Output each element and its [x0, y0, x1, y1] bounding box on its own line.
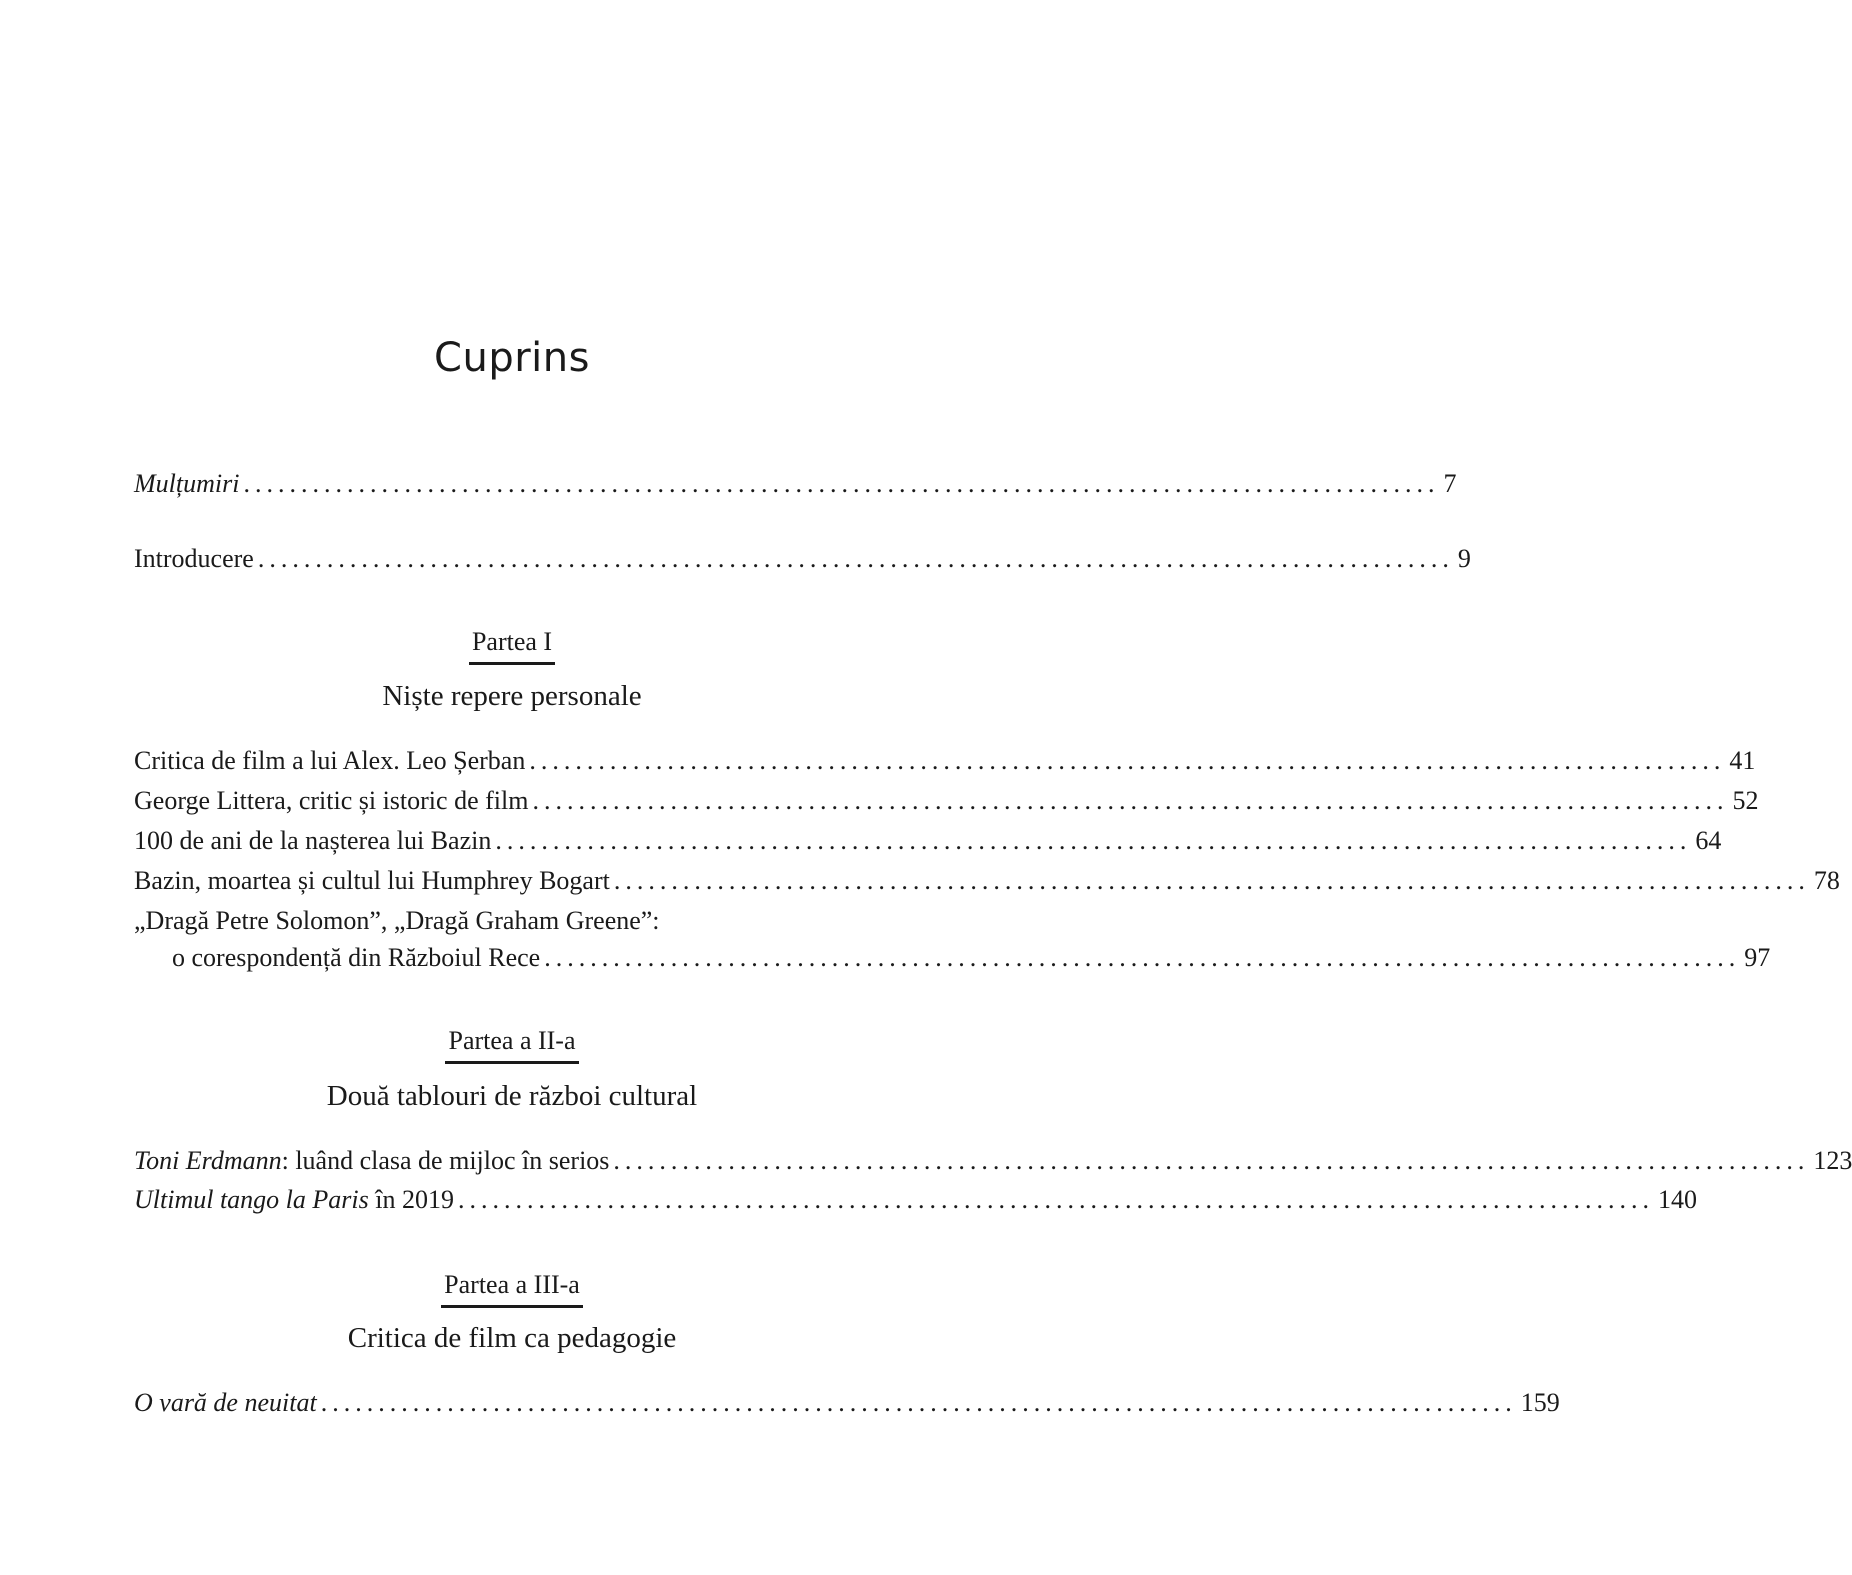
entry-title-rest: în 2019	[368, 1185, 454, 1214]
part-label: Partea a II-a	[445, 1025, 578, 1064]
entry-page: 123	[1813, 1146, 1852, 1175]
part-3-heading	[0, 1269, 1024, 1308]
part-2-title: Două tablouri de război cultural	[326, 1080, 698, 1112]
dot-leader: ........................................................................................................	[243, 469, 1440, 498]
part-label: Partea a III-a	[441, 1269, 583, 1308]
entry-page: 9	[1457, 544, 1471, 573]
part-1-title: Niște repere personale	[382, 680, 642, 712]
page-title: Cuprins	[434, 335, 590, 381]
entry-title-italic: O vară de neuitat	[134, 1388, 317, 1417]
entry-title-rest: : luând clasa de mijloc în serios	[281, 1146, 610, 1175]
entry-title: 100 de ani de la nașterea lui Bazin	[134, 826, 492, 855]
entry-title: George Littera, critic și istoric de film	[134, 786, 529, 815]
entry-page: 159	[1520, 1388, 1560, 1417]
entry-title: Bazin, moartea și cultul lui Humphrey Bogart	[134, 866, 610, 895]
toc-entry[interactable]	[134, 745, 1756, 777]
entry-page: 41	[1729, 746, 1756, 775]
entry-title: Mulțumiri	[134, 469, 240, 498]
part-label: Partea I	[469, 626, 555, 665]
toc-entry[interactable]	[134, 825, 1722, 857]
toc-entry[interactable]	[134, 865, 1840, 897]
dot-leader: ........................................................................................................	[532, 786, 1729, 815]
entry-page: 7	[1443, 469, 1457, 498]
part-3-title: Critica de film ca pedagogie	[347, 1322, 677, 1354]
entry-title-italic: Ultimul tango la Paris	[134, 1185, 369, 1214]
toc-entry-acknowledgements[interactable]	[134, 468, 1457, 500]
entry-page: 97	[1744, 943, 1771, 972]
dot-leader: ........................................................................................................	[613, 1146, 1810, 1175]
entry-page: 78	[1813, 866, 1840, 895]
entry-title: o corespondență din Războiul Rece	[172, 943, 541, 972]
dot-leader: ........................................................................................................	[613, 866, 1810, 895]
dot-leader: ........................................................................................................	[529, 746, 1726, 775]
entry-page: 140	[1657, 1185, 1697, 1214]
entry-page: 64	[1695, 826, 1722, 855]
entry-title-italic: Toni Erdmann	[134, 1146, 282, 1175]
toc-entry[interactable]	[134, 1387, 1560, 1419]
toc-entry[interactable]	[134, 785, 1759, 817]
toc-entry-introduction[interactable]	[134, 543, 1471, 575]
part-1-heading	[0, 626, 1024, 665]
toc-entry[interactable]	[172, 942, 1771, 974]
entry-page: 52	[1732, 786, 1759, 815]
dot-leader: ........................................................................................................	[320, 1388, 1517, 1417]
toc-entry-line1[interactable]: „Dragă Petre Solomon”, „Dragă Graham Greene”:	[134, 906, 660, 935]
entry-title: Introducere	[134, 544, 254, 573]
dot-leader: ........................................................................................................	[257, 544, 1454, 573]
entry-title: Critica de film a lui Alex. Leo Șerban	[134, 746, 526, 775]
dot-leader: ........................................................................................................	[544, 943, 1741, 972]
toc-entry[interactable]	[134, 1184, 1697, 1216]
dot-leader: ........................................................................................................	[457, 1185, 1654, 1214]
dot-leader: ........................................................................................................	[495, 826, 1692, 855]
part-2-heading	[0, 1025, 1024, 1064]
toc-entry[interactable]	[134, 1145, 1852, 1177]
